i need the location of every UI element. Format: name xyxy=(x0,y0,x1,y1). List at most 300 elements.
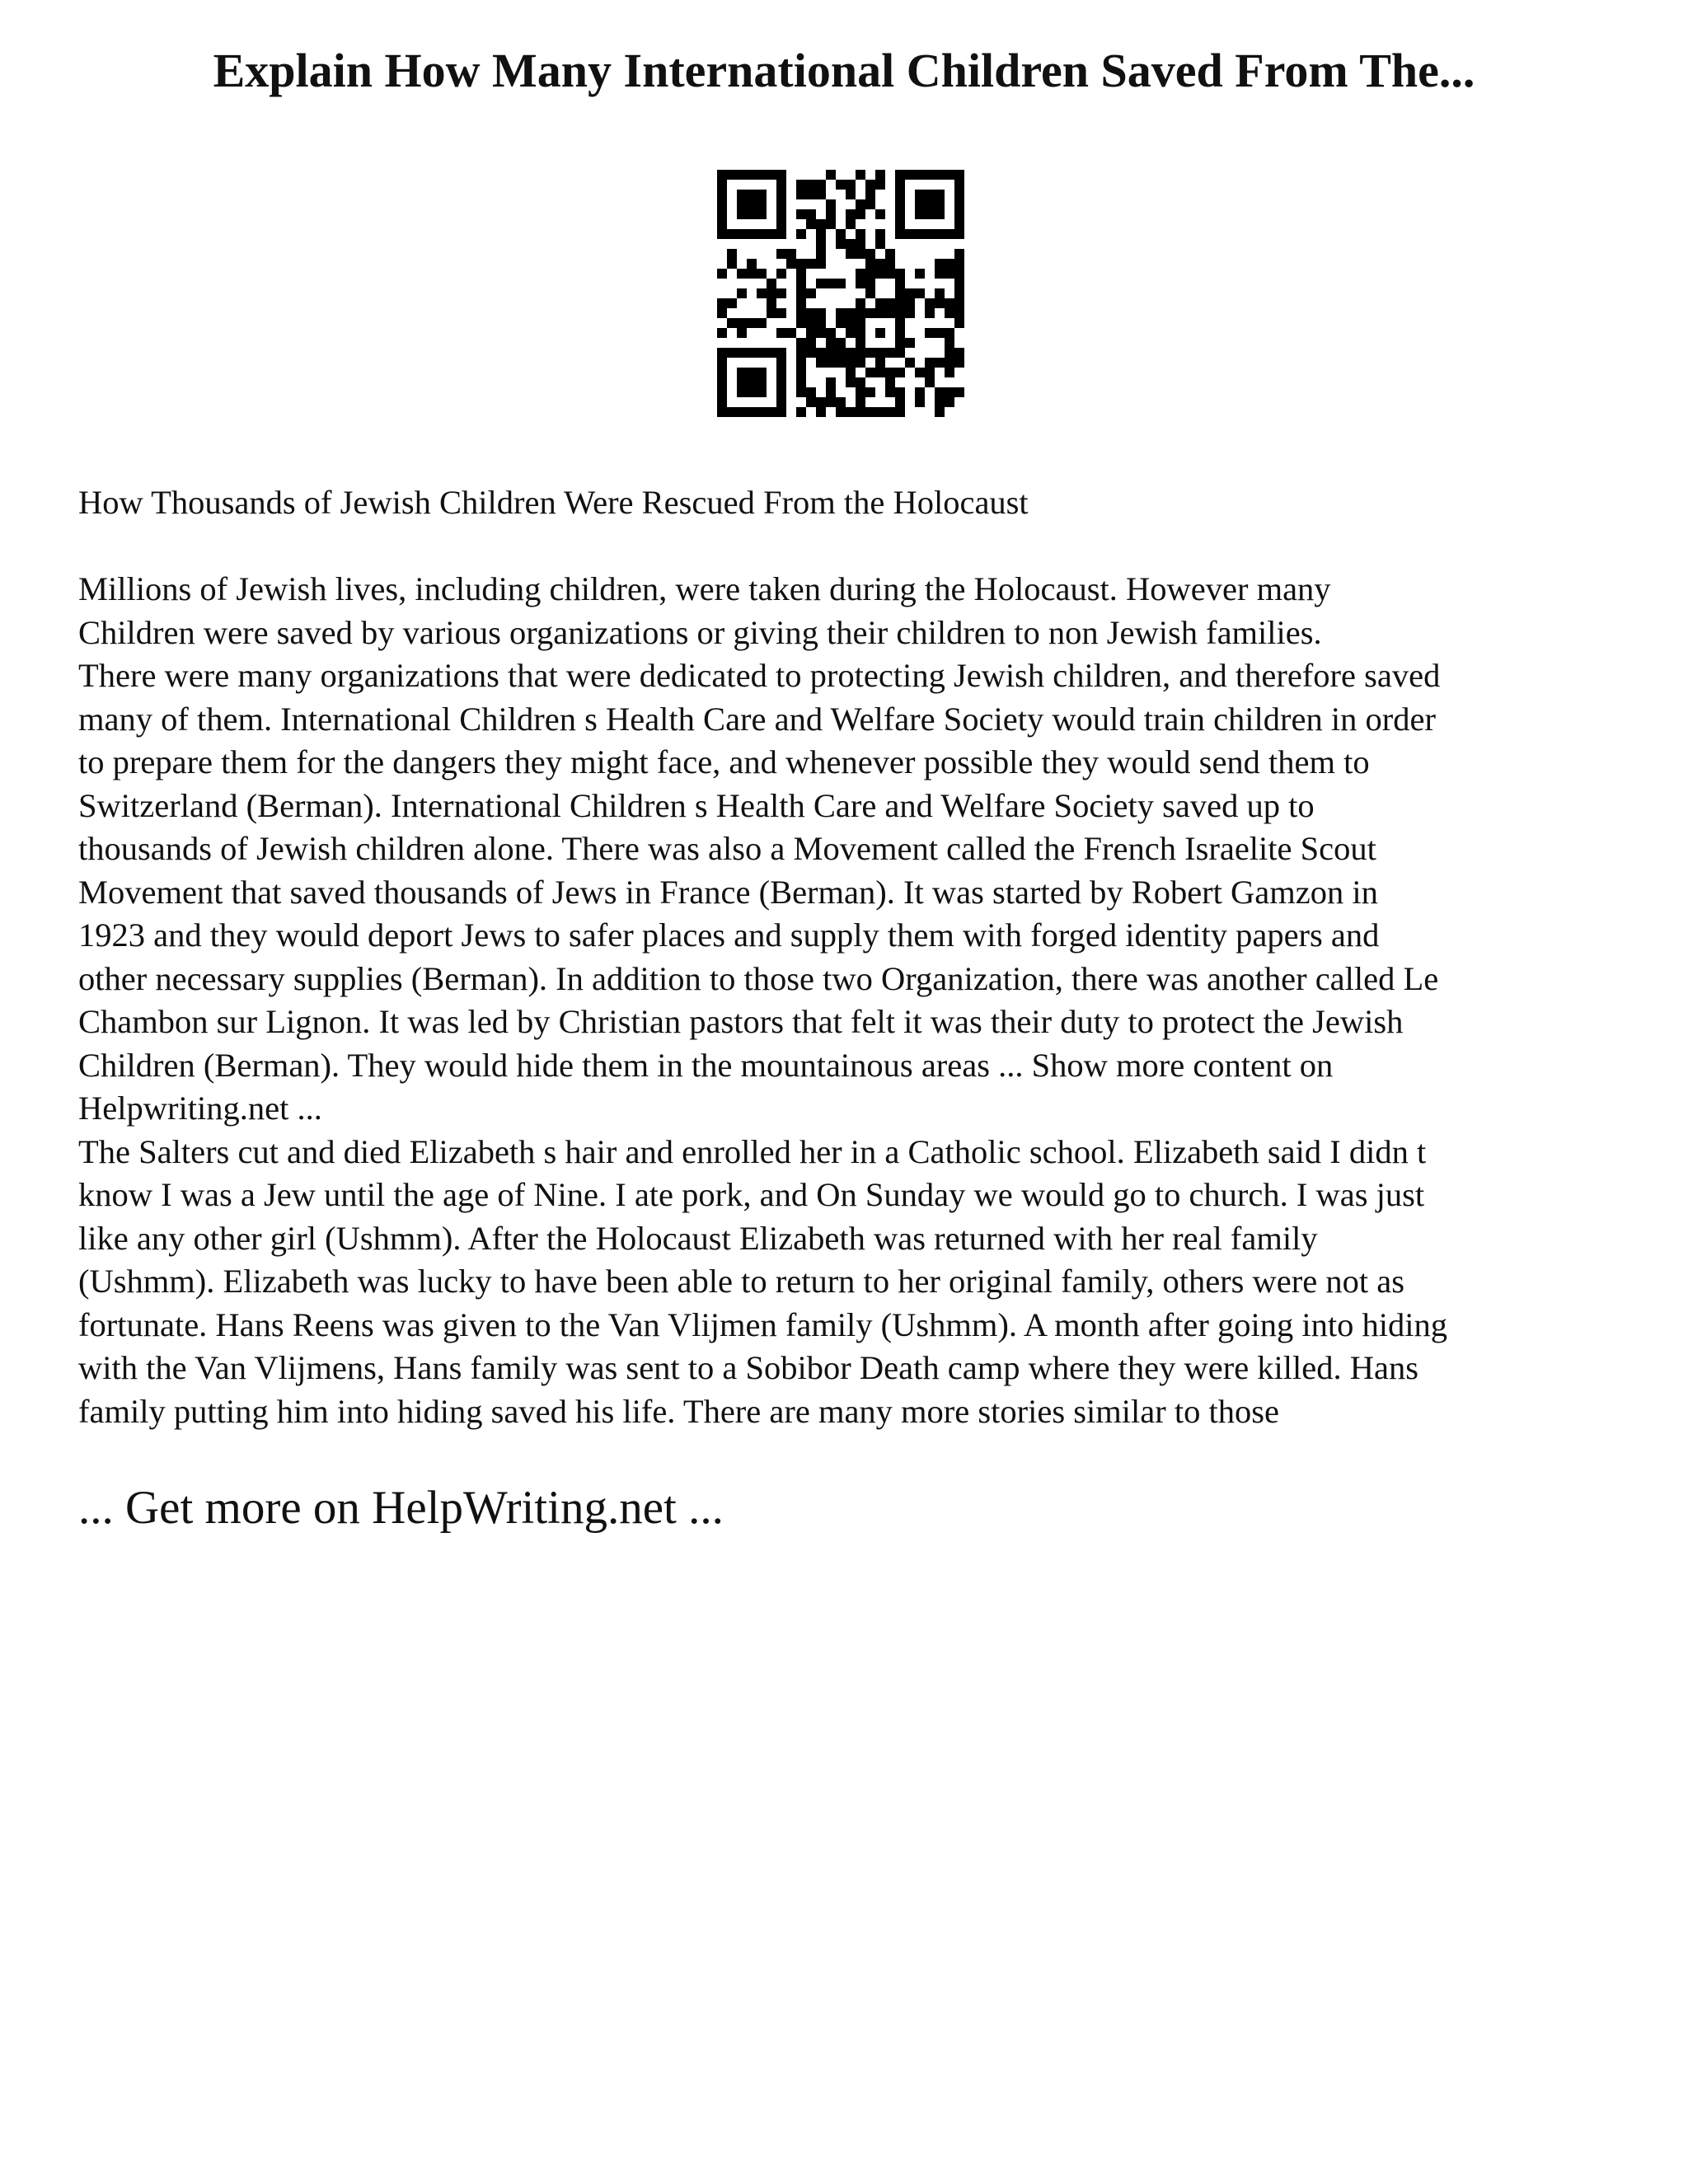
qr-module xyxy=(796,229,806,239)
qr-module xyxy=(757,199,767,209)
qr-module xyxy=(836,180,846,190)
qr-module xyxy=(895,368,905,377)
qr-module xyxy=(895,328,905,338)
qr-module xyxy=(737,328,747,338)
qr-module xyxy=(915,387,925,397)
qr-module xyxy=(717,407,727,417)
qr-module xyxy=(786,249,796,259)
qr-module xyxy=(865,308,875,318)
body-text xyxy=(78,568,1628,1433)
qr-module xyxy=(836,397,846,407)
qr-module xyxy=(856,397,865,407)
qr-module xyxy=(846,209,856,219)
qr-module xyxy=(915,170,925,180)
qr-module xyxy=(796,358,806,368)
qr-module xyxy=(806,259,816,269)
qr-module xyxy=(776,328,786,338)
qr-module xyxy=(737,387,747,397)
qr-module xyxy=(846,328,856,338)
qr-module xyxy=(776,269,786,279)
qr-module xyxy=(737,368,747,377)
qr-module xyxy=(737,190,747,199)
qr-module xyxy=(816,308,826,318)
qr-module xyxy=(767,298,776,308)
qr-module xyxy=(747,259,757,269)
qr-module xyxy=(915,209,925,219)
qr-module xyxy=(875,229,885,239)
qr-module xyxy=(796,209,806,219)
qr-module xyxy=(796,348,806,358)
qr-module xyxy=(935,387,945,397)
qr-module xyxy=(856,239,865,249)
qr-module xyxy=(954,387,964,397)
body-line: to prepare them for the dangers they might face, and whenever possible they would send them to xyxy=(78,743,1370,780)
qr-module xyxy=(776,249,786,259)
qr-module xyxy=(935,259,945,269)
qr-module xyxy=(954,170,964,180)
qr-module xyxy=(717,219,727,229)
qr-module xyxy=(885,387,895,397)
qr-module xyxy=(885,368,895,377)
qr-module xyxy=(816,190,826,199)
qr-module xyxy=(767,288,776,298)
qr-module xyxy=(875,348,885,358)
qr-module xyxy=(806,209,816,219)
qr-module xyxy=(875,308,885,318)
qr-module xyxy=(865,249,875,259)
qr-module xyxy=(747,229,757,239)
qr-module xyxy=(856,209,865,219)
qr-module xyxy=(747,209,757,219)
qr-module xyxy=(905,358,915,368)
qr-module xyxy=(865,279,875,288)
qr-module xyxy=(846,219,856,229)
qr-module xyxy=(836,239,846,249)
qr-module xyxy=(935,358,945,368)
qr-module xyxy=(856,199,865,209)
qr-module xyxy=(865,368,875,377)
body-line: family putting him into hiding saved his life. There are many more stories similar to those xyxy=(78,1392,1279,1430)
qr-module xyxy=(776,308,786,318)
qr-module xyxy=(905,298,915,308)
qr-module xyxy=(826,377,836,387)
qr-module xyxy=(865,180,875,190)
qr-module xyxy=(895,288,905,298)
qr-module xyxy=(856,249,865,259)
qr-module xyxy=(895,170,905,180)
qr-module xyxy=(717,377,727,387)
qr-module xyxy=(865,199,875,209)
qr-module xyxy=(816,328,826,338)
qr-module xyxy=(846,180,856,190)
body-line: like any other girl (Ushmm). After the Holocaust Elizabeth was returned with her real family xyxy=(78,1219,1318,1257)
qr-module xyxy=(895,229,905,239)
body-line[interactable]: Helpwriting.net ... xyxy=(78,1090,322,1127)
qr-module xyxy=(915,397,925,407)
qr-module xyxy=(767,170,776,180)
qr-module xyxy=(925,368,935,377)
qr-module xyxy=(895,397,905,407)
qr-module xyxy=(954,269,964,279)
qr-module xyxy=(945,358,954,368)
qr-module xyxy=(816,229,826,239)
qr-module xyxy=(895,219,905,229)
qr-module xyxy=(905,338,915,348)
qr-module xyxy=(776,170,786,180)
body-line: with the Van Vlijmens, Hans family was sent to a Sobibor Death camp where they were killed. Hans xyxy=(78,1349,1419,1386)
qr-module xyxy=(856,407,865,417)
qr-module xyxy=(826,279,836,288)
qr-module xyxy=(816,348,826,358)
body-line: Children were saved by various organizations or giving their children to non Jewish families. xyxy=(78,613,1322,651)
qr-module xyxy=(945,298,954,308)
qr-module xyxy=(885,259,895,269)
qr-module xyxy=(895,209,905,219)
qr-module xyxy=(895,190,905,199)
qr-module xyxy=(875,368,885,377)
qr-module xyxy=(826,328,836,338)
qr-module xyxy=(717,229,727,239)
body-line: Millions of Jewish lives, including children, were taken during the Holocaust. However many xyxy=(78,570,1331,607)
qr-module xyxy=(954,199,964,209)
qr-module xyxy=(885,298,895,308)
qr-module xyxy=(925,328,935,338)
qr-module xyxy=(737,170,747,180)
qr-module xyxy=(846,239,856,249)
qr-module xyxy=(776,190,786,199)
qr-module xyxy=(925,377,935,387)
qr-module xyxy=(796,180,806,190)
qr-module xyxy=(826,338,836,348)
qr-module xyxy=(806,338,816,348)
qr-module xyxy=(806,328,816,338)
qr-module xyxy=(816,259,826,269)
qr-module xyxy=(895,387,905,397)
qr-module xyxy=(747,387,757,397)
qr-module xyxy=(895,308,905,318)
qr-module xyxy=(757,288,767,298)
qr-module xyxy=(757,407,767,417)
qr-module xyxy=(717,358,727,368)
qr-module xyxy=(836,407,846,417)
qr-module xyxy=(875,328,885,338)
qr-module xyxy=(875,358,885,368)
qr-module xyxy=(747,269,757,279)
qr-module xyxy=(935,269,945,279)
qr-module xyxy=(727,407,737,417)
qr-module xyxy=(806,180,816,190)
qr-module xyxy=(776,199,786,209)
qr-module xyxy=(954,249,964,259)
qr-module xyxy=(895,298,905,308)
qr-module xyxy=(727,249,737,259)
qr-module xyxy=(757,377,767,387)
qr-module xyxy=(846,348,856,358)
qr-module xyxy=(776,180,786,190)
qr-module xyxy=(895,338,905,348)
qr-module xyxy=(776,348,786,358)
qr-module xyxy=(727,318,737,328)
qr-module xyxy=(875,259,885,269)
qr-module xyxy=(885,407,895,417)
qr-module xyxy=(757,190,767,199)
qr-module xyxy=(915,269,925,279)
qr-module xyxy=(935,298,945,308)
qr-module xyxy=(846,318,856,328)
qr-module xyxy=(826,209,836,219)
qr-module xyxy=(895,279,905,288)
qr-module xyxy=(915,199,925,209)
qr-module xyxy=(806,288,816,298)
body-line: Chambon sur Lignon. It was led by Christian pastors that felt it was their duty to protect the Jewish xyxy=(78,1003,1404,1040)
qr-module xyxy=(816,219,826,229)
qr-module xyxy=(945,348,954,358)
body-line: Switzerland (Berman). International Children s Health Care and Welfare Society saved up to xyxy=(78,786,1315,824)
qr-code-graphic xyxy=(717,170,964,417)
qr-module xyxy=(767,308,776,318)
qr-module xyxy=(945,328,954,338)
qr-module xyxy=(767,348,776,358)
qr-module xyxy=(747,318,757,328)
qr-module xyxy=(935,397,945,407)
qr-module xyxy=(796,259,806,269)
qr-module xyxy=(925,358,935,368)
qr-module xyxy=(954,288,964,298)
qr-module xyxy=(816,318,826,328)
qr-module xyxy=(856,338,865,348)
qr-module xyxy=(846,190,856,199)
qr-module xyxy=(895,269,905,279)
qr-module xyxy=(776,407,786,417)
qr-module xyxy=(727,229,737,239)
qr-module xyxy=(885,308,895,318)
qr-module xyxy=(856,358,865,368)
qr-module xyxy=(915,288,925,298)
qr-module xyxy=(727,259,737,269)
qr-module xyxy=(806,318,816,328)
qr-module xyxy=(776,209,786,219)
qr-module xyxy=(737,318,747,328)
qr-module xyxy=(846,358,856,368)
qr-module xyxy=(925,199,935,209)
qr-module xyxy=(747,348,757,358)
qr-module xyxy=(935,209,945,219)
body-line: fortunate. Hans Reens was given to the Van Vlijmen family (Ushmm). A month after going into hiding xyxy=(78,1305,1448,1343)
qr-module xyxy=(737,288,747,298)
qr-module xyxy=(796,269,806,279)
qr-module xyxy=(945,308,954,318)
qr-module xyxy=(816,358,826,368)
qr-module xyxy=(776,368,786,377)
qr-module xyxy=(856,170,865,180)
qr-module xyxy=(776,377,786,387)
qr-module xyxy=(895,348,905,358)
qr-module xyxy=(865,348,875,358)
helpwriting-link[interactable]: ... Get more on HelpWriting.net ... xyxy=(78,1482,724,1534)
qr-module xyxy=(925,209,935,219)
body-line: (Ushmm). Elizabeth was lucky to have been able to return to her original family, others were not as xyxy=(78,1263,1404,1300)
qr-module xyxy=(875,298,885,308)
qr-module xyxy=(806,308,816,318)
qr-module xyxy=(786,328,796,338)
qr-module xyxy=(776,397,786,407)
qr-module xyxy=(747,407,757,417)
body-line: other necessary supplies (Berman). In addition to those two Organization, there was another called Le xyxy=(78,959,1439,997)
qr-module xyxy=(717,180,727,190)
qr-module xyxy=(945,259,954,269)
qr-module xyxy=(796,338,806,348)
qr-module xyxy=(796,368,806,377)
qr-module xyxy=(925,229,935,239)
qr-module xyxy=(954,298,964,308)
qr-module xyxy=(836,348,846,358)
body-line: thousands of Jewish children alone. There was also a Movement called the French Israelite Scout xyxy=(78,830,1376,867)
qr-module xyxy=(796,318,806,328)
qr-module xyxy=(747,199,757,209)
qr-module xyxy=(717,298,727,308)
qr-module xyxy=(836,279,846,288)
qr-module xyxy=(905,229,915,239)
body-line: The Salters cut and died Elizabeth s hair and enrolled her in a Catholic school. Elizabeth said I didn t xyxy=(78,1132,1427,1170)
qr-module xyxy=(865,288,875,298)
qr-module xyxy=(865,259,875,269)
qr-module xyxy=(895,180,905,190)
qr-module xyxy=(806,387,816,397)
qr-module xyxy=(806,219,816,229)
qr-module xyxy=(826,348,836,358)
qr-module xyxy=(717,308,727,318)
qr-module xyxy=(954,308,964,318)
qr-module xyxy=(727,348,737,358)
qr-module xyxy=(826,397,836,407)
qr-module xyxy=(796,288,806,298)
qr-module xyxy=(954,358,964,368)
body-line: 1923 and they would deport Jews to safer places and supply them with forged identity papers and xyxy=(78,916,1380,954)
qr-module xyxy=(885,377,895,387)
qr-module xyxy=(875,269,885,279)
qr-module xyxy=(935,199,945,209)
qr-module xyxy=(925,298,935,308)
qr-module xyxy=(826,199,836,209)
qr-module xyxy=(796,407,806,417)
qr-module xyxy=(945,338,954,348)
qr-module xyxy=(856,308,865,318)
qr-module xyxy=(875,407,885,417)
qr-module xyxy=(806,348,816,358)
qr-module xyxy=(816,397,826,407)
qr-module xyxy=(717,348,727,358)
qr-module xyxy=(856,298,865,308)
qr-module xyxy=(935,407,945,417)
qr-module xyxy=(846,308,856,318)
qr-module xyxy=(737,229,747,239)
qr-module xyxy=(954,180,964,190)
qr-module xyxy=(925,190,935,199)
qr-module xyxy=(806,190,816,199)
qr-module xyxy=(856,269,865,279)
qr-module xyxy=(945,397,954,407)
qr-module xyxy=(836,318,846,328)
qr-code-icon xyxy=(717,170,964,417)
qr-module xyxy=(836,358,846,368)
body-line: Children (Berman). They would hide them in the mountainous areas ... Show more content on xyxy=(78,1046,1334,1084)
qr-module xyxy=(846,377,856,387)
qr-module xyxy=(954,348,964,358)
qr-module xyxy=(945,368,954,377)
body-line: know I was a Jew until the age of Nine. I ate pork, and On Sunday we would go to church. I was just xyxy=(78,1176,1425,1213)
qr-module xyxy=(816,180,826,190)
qr-module xyxy=(717,170,727,180)
qr-module xyxy=(737,209,747,219)
qr-module xyxy=(925,170,935,180)
qr-module xyxy=(747,170,757,180)
qr-module xyxy=(925,308,935,318)
qr-module xyxy=(875,180,885,190)
qr-module xyxy=(826,358,836,368)
qr-module xyxy=(796,190,806,199)
qr-module xyxy=(737,407,747,417)
qr-module xyxy=(737,377,747,387)
document-title: Explain How Many International Children Saved From The... xyxy=(213,44,1475,97)
qr-module xyxy=(856,348,865,358)
qr-module xyxy=(776,219,786,229)
qr-module xyxy=(954,318,964,328)
qr-module xyxy=(767,229,776,239)
qr-module xyxy=(816,239,826,249)
qr-module xyxy=(895,318,905,328)
qr-module xyxy=(865,190,875,199)
qr-module xyxy=(816,279,826,288)
qr-module xyxy=(856,318,865,328)
qr-module xyxy=(935,328,945,338)
qr-module xyxy=(767,407,776,417)
qr-module xyxy=(905,308,915,318)
qr-module xyxy=(945,269,954,279)
qr-module xyxy=(905,288,915,298)
qr-module xyxy=(757,170,767,180)
qr-module xyxy=(836,338,846,348)
qr-module xyxy=(816,407,826,417)
qr-module xyxy=(885,249,895,259)
qr-module xyxy=(717,190,727,199)
qr-module xyxy=(776,358,786,368)
qr-module xyxy=(905,170,915,180)
qr-module xyxy=(954,219,964,229)
qr-module xyxy=(935,170,945,180)
qr-module xyxy=(776,288,786,298)
body-line: There were many organizations that were dedicated to protecting Jewish children, and therefore saved xyxy=(78,657,1441,694)
qr-module xyxy=(767,279,776,288)
qr-module xyxy=(856,328,865,338)
qr-module xyxy=(747,377,757,387)
qr-module xyxy=(786,259,796,269)
qr-module xyxy=(747,368,757,377)
qr-module xyxy=(885,269,895,279)
document-subtitle: How Thousands of Jewish Children Were Rescued From the Holocaust xyxy=(78,484,1029,521)
qr-module xyxy=(757,209,767,219)
qr-module xyxy=(885,348,895,358)
qr-module xyxy=(757,368,767,377)
qr-module xyxy=(717,368,727,377)
qr-module xyxy=(895,407,905,417)
qr-module xyxy=(806,397,816,407)
qr-module xyxy=(856,377,865,387)
qr-module xyxy=(945,170,954,180)
qr-module xyxy=(816,249,826,259)
qr-module xyxy=(945,229,954,239)
qr-module xyxy=(757,318,767,328)
qr-module xyxy=(717,199,727,209)
